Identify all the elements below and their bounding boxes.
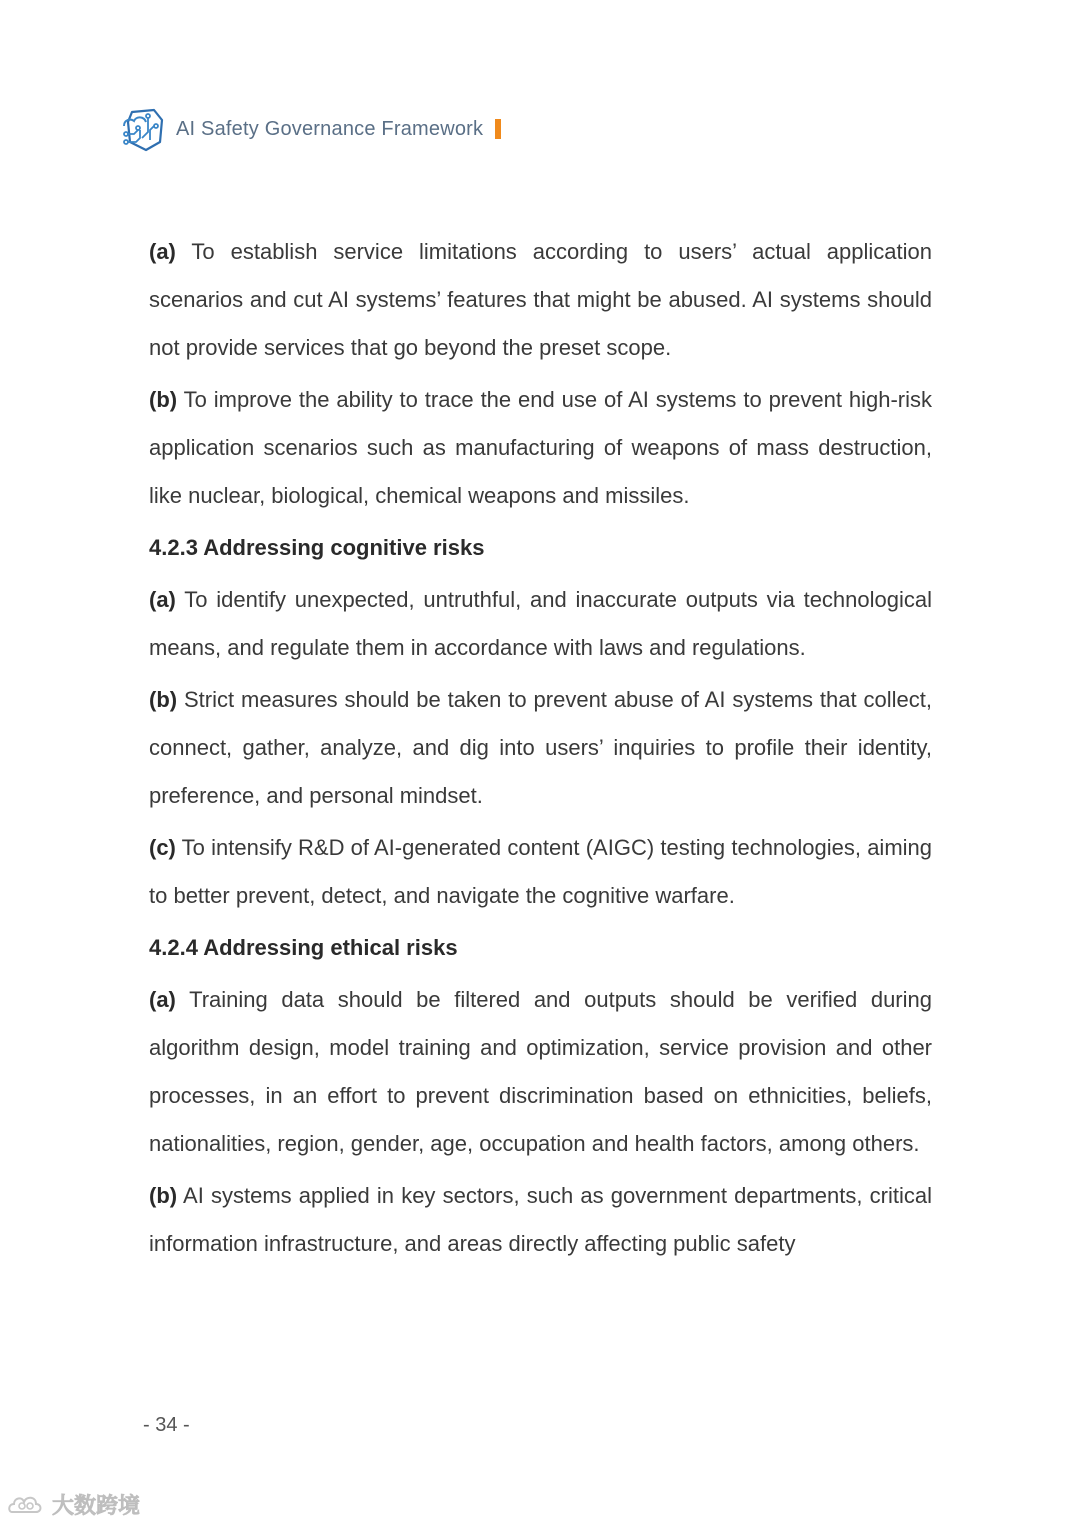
item-label: (c) — [149, 835, 176, 860]
paragraph-4-2-3-c — [149, 824, 932, 920]
title-accent-bar — [495, 119, 501, 139]
item-text: Training data should be filtered and outputs should be verified during algorithm design, model training and optimization, service provision and other processes, in an effort to prevent discrimination based on ethnicities, beliefs, nationalities, region, gender, age, occupation and health factors, among others. — [149, 987, 932, 1156]
cloud-logo-icon — [8, 1492, 48, 1518]
section-heading-ethical-risks: 4.2.4 Addressing ethical risks — [149, 935, 458, 960]
item-text: To intensify R&D of AI-generated content (AIGC) testing technologies, aiming to better prevent, detect, and navigate the cognitive warfare. — [149, 835, 932, 908]
item-text: To identify unexpected, untruthful, and inaccurate outputs via technological means, and regulate them in accordance with laws and regulations. — [149, 587, 932, 660]
page-header — [118, 104, 501, 154]
item-label: (a) — [149, 987, 176, 1012]
ai-shield-circuit-icon — [118, 104, 168, 154]
paragraph-4-2-4-a — [149, 976, 932, 1168]
item-label: (a) — [149, 587, 176, 612]
item-text: To establish service limitations according to users’ actual application scenarios and cut AI systems’ features that might be abused. AI systems should not provide services that go beyond the preset scope. — [149, 239, 932, 360]
item-label: (b) — [149, 687, 178, 712]
item-text: Strict measures should be taken to prevent abuse of AI systems that collect, connect, gather, analyze, and dig into users’ inquiries to profile their identity, preference, and personal mindset. — [149, 687, 932, 808]
paragraph-4-2-2-a — [149, 228, 932, 372]
page-number: - 34 - — [143, 1414, 190, 1436]
item-label: (b) — [149, 387, 178, 412]
paragraph-4-2-4-b — [149, 1172, 932, 1268]
item-label: (b) — [149, 1183, 178, 1208]
paragraph-4-2-3-a — [149, 576, 932, 672]
paragraph-4-2-3-b — [149, 676, 932, 820]
page-content — [149, 228, 932, 1272]
item-text: To improve the ability to trace the end use of AI systems to prevent high-risk application scenarios such as manufacturing of weapons of mass destruction, like nuclear, biological, chemical weapons and missiles. — [149, 387, 932, 508]
watermark-text: 大数跨境 — [52, 1493, 141, 1518]
section-heading-cognitive-risks: 4.2.3 Addressing cognitive risks — [149, 535, 485, 560]
document-title: AI Safety Governance Framework — [176, 117, 484, 140]
watermark — [8, 1489, 140, 1520]
paragraph-4-2-2-b — [149, 376, 932, 520]
item-label: (a) — [149, 239, 176, 264]
item-text: AI systems applied in key sectors, such as government departments, critical information infrastructure, and areas directly affecting public safety — [149, 1183, 932, 1256]
